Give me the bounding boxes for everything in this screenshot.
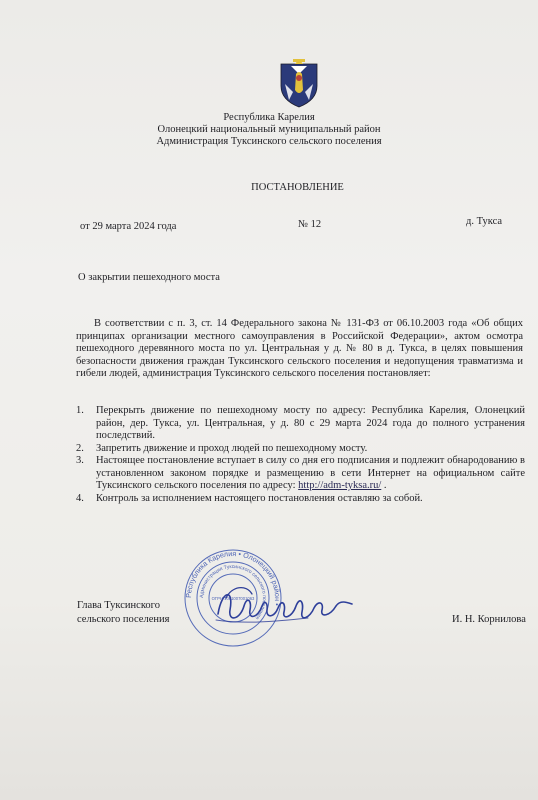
coat-of-arms-icon [279, 56, 319, 108]
list-item-number: 4. [76, 492, 84, 504]
letterhead [0, 112, 538, 148]
list-item [76, 443, 525, 456]
document-subject: О закрытии пешеходного моста [78, 272, 220, 283]
stamp-ogrn: ОГРН 1061007001063 [211, 596, 255, 601]
list-item-tail: . [381, 480, 387, 491]
signer-title [77, 599, 169, 627]
handwritten-signature [212, 580, 358, 634]
list-item [76, 493, 525, 506]
list-item-text: Настоящее постановление вступает в силу со дня его подписания и подлежит обнародованию в установленном законом порядке и размещению в сети Интернет на официальном сайте Туксинского сельского поселения по адресу: [96, 455, 525, 491]
document-date: от 29 марта 2024 года [80, 221, 177, 232]
stamp-inner-text: Администрация Туксинского сельского поселения [198, 563, 268, 621]
header-district: Олонецкий национальный муниципальный район [157, 124, 381, 135]
document-number: № 12 [298, 219, 322, 230]
stamp-outer-text: Республика Карелия • Олонецкий район • [183, 548, 283, 607]
signer-title-line1: Глава Туксинского [77, 600, 160, 611]
document-place: д. Тукса [466, 216, 503, 227]
list-item-text: Контроль за исполнением настоящего постановления оставляю за собой. [96, 492, 423, 504]
body-paragraph: В соответствии с п. 3, ст. 14 Федерального закона № 131-ФЗ от 06.10.2003 года «Об общих принципах организации местного самоуправления в Российской Федерации», актом осмотра пешеходного деревянного моста по ул. Центральная у д. № 80 в д. Тукса, в целях повышения безопасности движения граждан Туксинского сельского поселения и недопущения травматизма и гибели людей, администрация Туксинского сельского поселения постановляет: [76, 318, 523, 379]
list-item-text: Перекрыть движение по пешеходному мосту по адресу: Республика Карелия, Олонецкий район, дер. Тукса, ул. Центральная, у д. 80 с 29 марта 2024 года до полного устранения последствий. [96, 405, 525, 441]
list-item-number: 1. [76, 405, 84, 416]
header-region: Республика Карелия [223, 112, 315, 123]
list-item-number: 3. [76, 455, 84, 466]
document-title: ПОСТАНОВЛЕНИЕ [251, 182, 344, 193]
header-administration: Администрация Туксинского сельского поселения [156, 136, 382, 147]
signer-name: И. Н. Корнилова [452, 614, 526, 625]
list-item [76, 455, 525, 493]
list-item [76, 405, 525, 443]
signer-title-line2: сельского поселения [77, 614, 170, 625]
website-link[interactable]: http://adm-tyksa.ru/ [298, 480, 382, 491]
resolution-items [76, 405, 525, 505]
list-item-text: Запретить движение и проход людей по пешеходному мосту. [96, 442, 368, 454]
list-item-number: 2. [76, 442, 84, 454]
